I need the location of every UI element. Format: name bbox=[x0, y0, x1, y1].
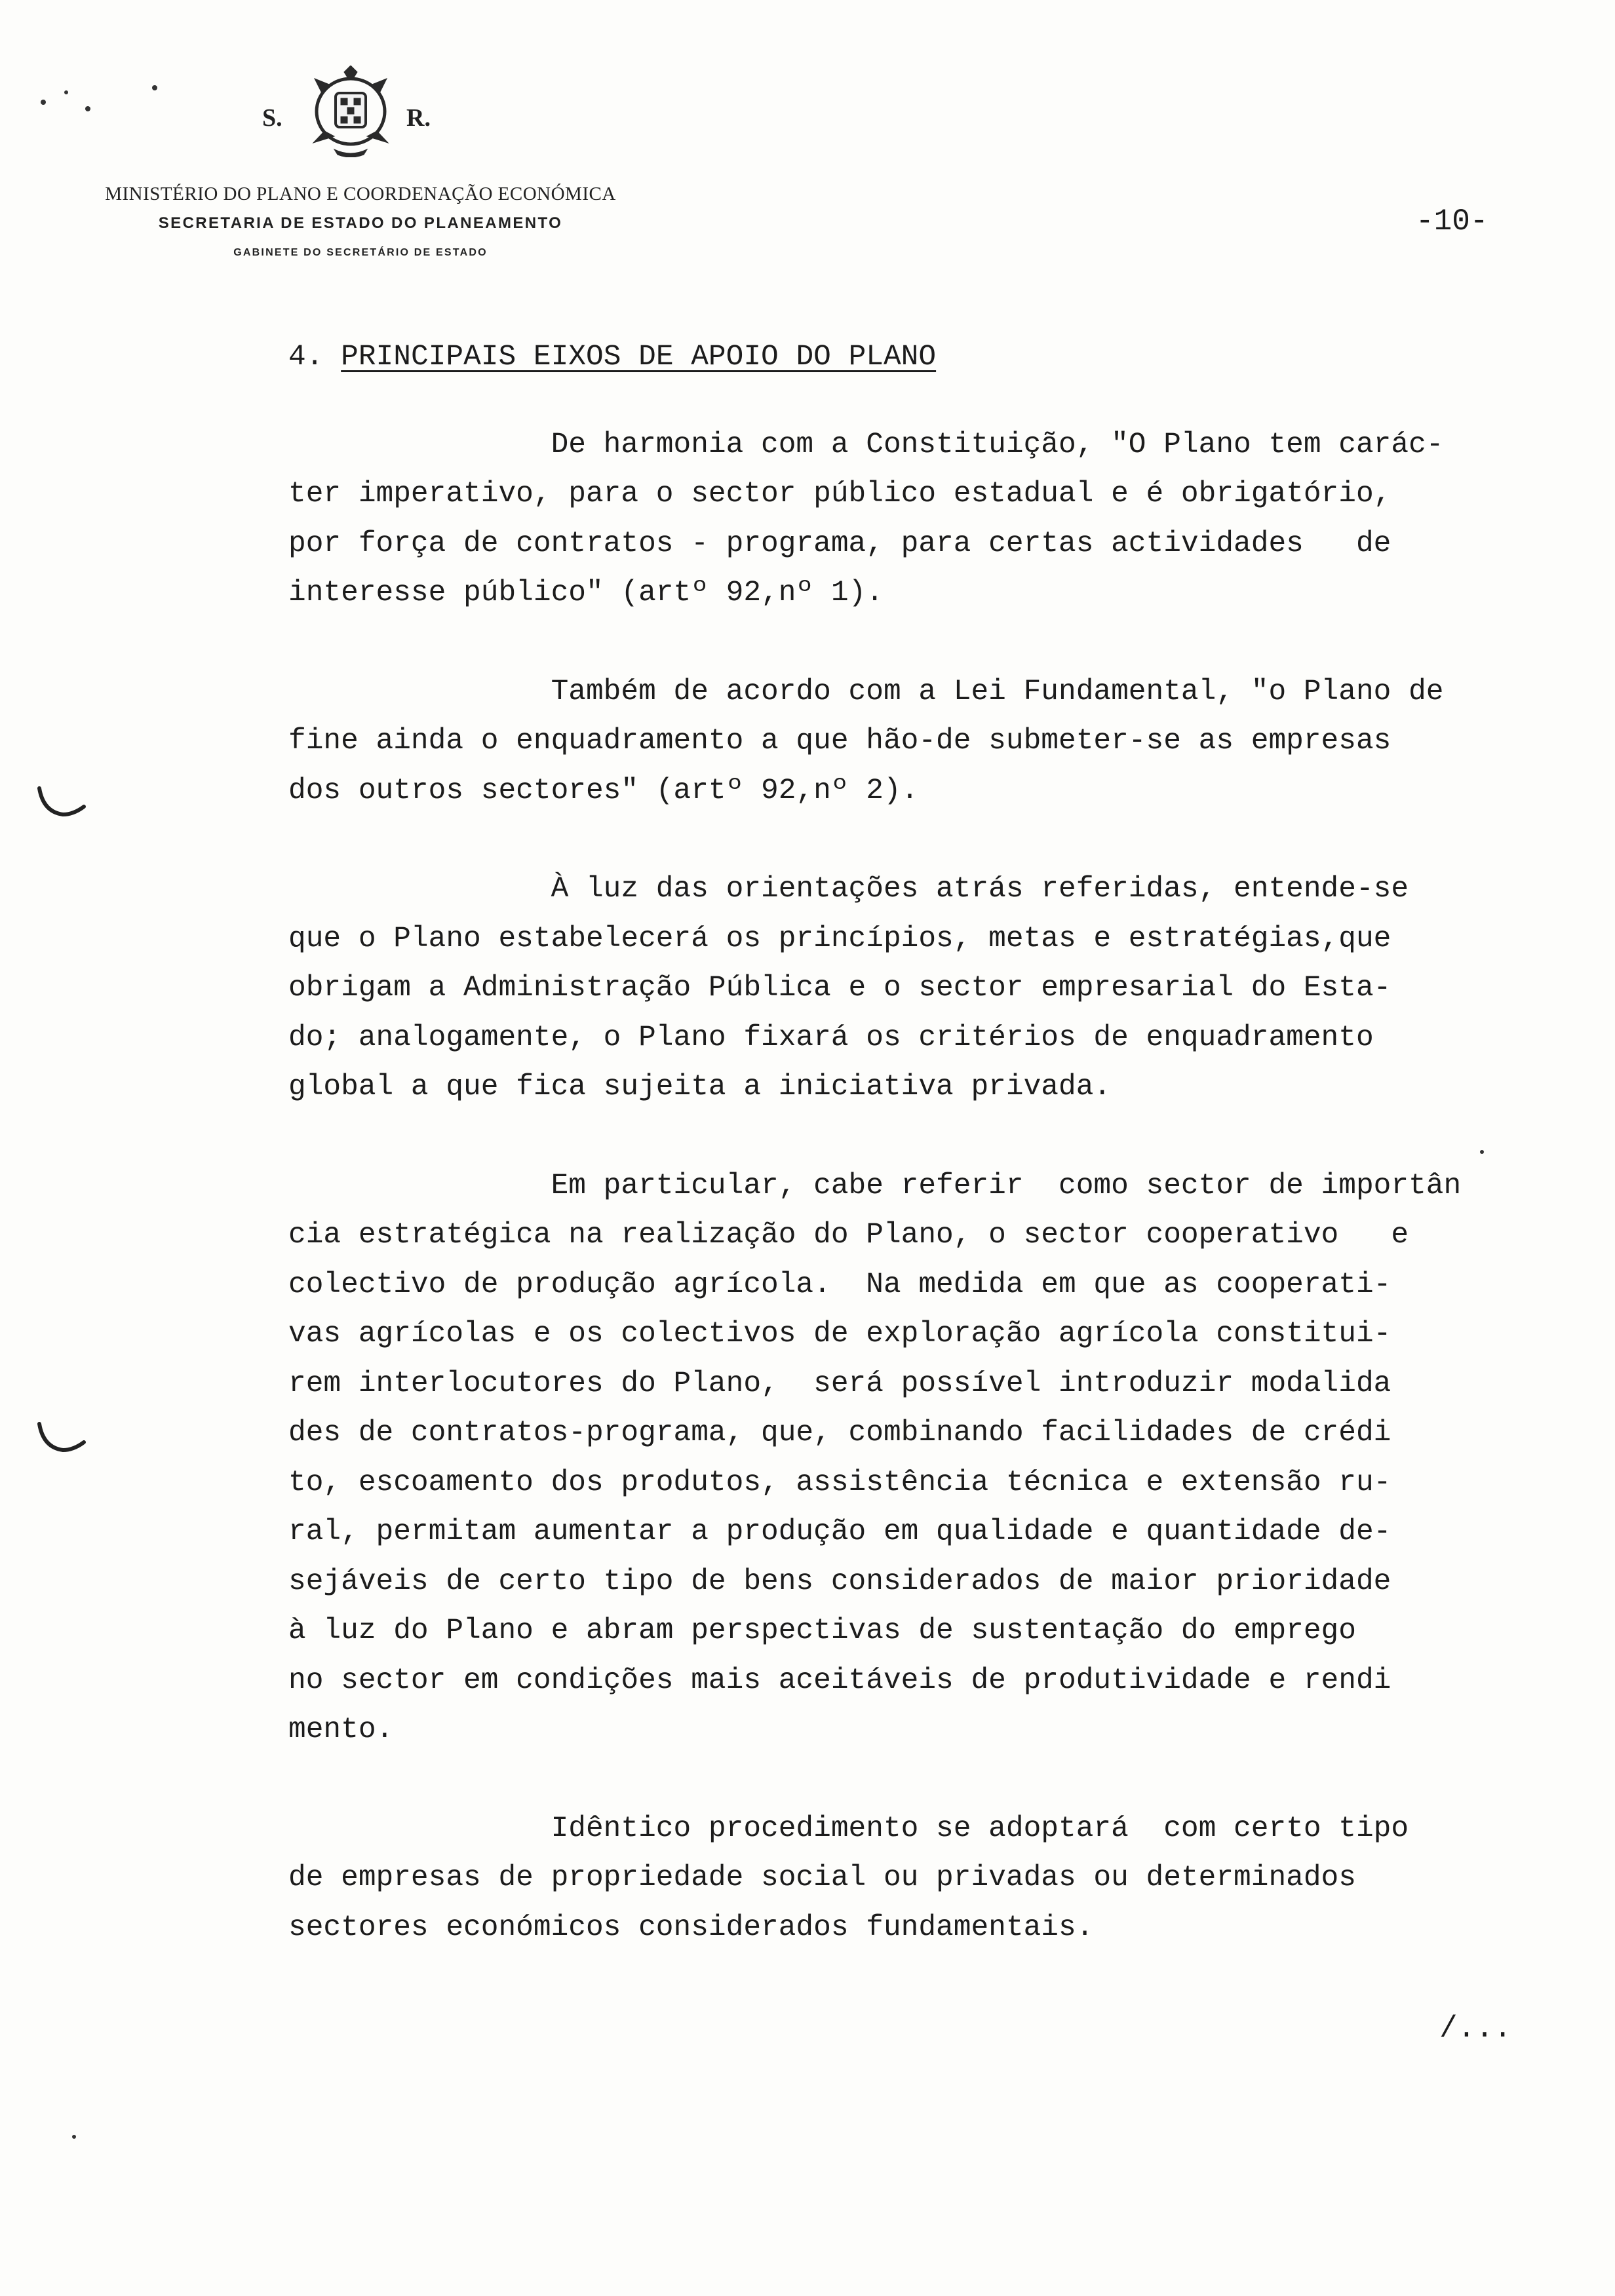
scan-speck bbox=[85, 106, 90, 111]
text-line: to, escoamento dos produtos, assistência técnica e extensão ru- bbox=[288, 1466, 1391, 1499]
section-number: 4. bbox=[288, 341, 324, 373]
text-line: no sector em condições mais aceitáveis de produtividade e rendi bbox=[288, 1664, 1391, 1697]
seal-letter-right: R. bbox=[406, 104, 431, 132]
scan-speck bbox=[152, 85, 157, 90]
text-line: À luz das orientações atrás referidas, entende-se bbox=[288, 873, 1409, 906]
punch-mark-icon bbox=[34, 783, 87, 822]
scan-speck bbox=[72, 2135, 76, 2139]
text-line: rem interlocutores do Plano, será possível introduzir modalida bbox=[288, 1367, 1391, 1400]
ministry-name: MINISTÉRIO DO PLANO E COORDENAÇÃO ECONÓMICA bbox=[105, 183, 616, 204]
coat-of-arms-icon bbox=[308, 66, 393, 157]
text-line: Em particular, cabe referir como sector de importân bbox=[288, 1169, 1462, 1202]
text-line: interesse público" (artº 92,nº 1). bbox=[288, 577, 884, 609]
text-line: sejáveis de certo tipo de bens considerados de maior prioridade bbox=[288, 1565, 1391, 1598]
text-line: fine ainda o enquadramento a que hão-de submeter-se as empresas bbox=[288, 725, 1391, 757]
text-line: sectores económicos considerados fundamentais. bbox=[288, 1911, 1094, 1944]
paragraph-constitution bbox=[288, 421, 1547, 619]
section-title: PRINCIPAIS EIXOS DE APOIO DO PLANO bbox=[341, 341, 937, 373]
document-body bbox=[288, 333, 1547, 2002]
paragraph-orientations bbox=[288, 865, 1547, 1113]
scan-speck bbox=[41, 100, 46, 105]
crest-row bbox=[59, 52, 662, 177]
text-line: que o Plano estabelecerá os princípios, metas e estratégias,que bbox=[288, 922, 1391, 955]
continuation-mark: /... bbox=[1439, 2012, 1512, 2046]
paragraph-cooperative-sector bbox=[288, 1162, 1547, 1755]
text-line: ter imperativo, para o sector público estadual e é obrigatório, bbox=[288, 478, 1391, 510]
text-line: des de contratos-programa, que, combinando facilidades de crédi bbox=[288, 1417, 1391, 1449]
text-line: global a que fica sujeita a iniciativa privada. bbox=[288, 1071, 1112, 1103]
paragraph-identical-procedure bbox=[288, 1805, 1547, 1953]
text-line: dos outros sectores" (artº 92,nº 2). bbox=[288, 774, 919, 807]
secretariat-name: SECRETARIA DE ESTADO DO PLANEAMENTO bbox=[158, 214, 563, 232]
paragraph-fundamental-law bbox=[288, 668, 1547, 816]
scan-speck bbox=[1480, 1150, 1484, 1154]
scan-speck bbox=[64, 90, 68, 94]
section-heading bbox=[288, 333, 1547, 383]
text-line: De harmonia com a Constituição, "O Plano tem carác- bbox=[288, 428, 1444, 461]
seal-letter-left: S. bbox=[262, 104, 282, 132]
text-line: colectivo de produção agrícola. Na medida em que as cooperati- bbox=[288, 1268, 1391, 1301]
text-line: cia estratégica na realização do Plano, o sector cooperativo e bbox=[288, 1219, 1409, 1252]
letterhead bbox=[59, 52, 662, 259]
text-line: ral, permitam aumentar a produção em qualidade e quantidade de- bbox=[288, 1516, 1391, 1548]
text-line: obrigam a Administração Pública e o sector empresarial do Esta- bbox=[288, 972, 1391, 1004]
text-line: do; analogamente, o Plano fixará os critérios de enquadramento bbox=[288, 1021, 1374, 1054]
text-line: Idêntico procedimento se adoptará com certo tipo bbox=[288, 1812, 1409, 1845]
text-line: à luz do Plano e abram perspectivas de sustentação do emprego bbox=[288, 1615, 1356, 1647]
page-number: -10- bbox=[1416, 204, 1489, 239]
text-line: por força de contratos - programa, para certas actividades de bbox=[288, 527, 1391, 560]
text-line: Também de acordo com a Lei Fundamental, "o Plano de bbox=[288, 675, 1444, 708]
punch-mark-icon bbox=[34, 1419, 87, 1458]
text-line: de empresas de propriedade social ou privadas ou determinados bbox=[288, 1862, 1356, 1894]
text-line: vas agrícolas e os colectivos de exploração agrícola constitui- bbox=[288, 1318, 1391, 1350]
cabinet-name: GABINETE DO SECRETÁRIO DE ESTADO bbox=[233, 247, 488, 258]
text-line: mento. bbox=[288, 1713, 394, 1746]
